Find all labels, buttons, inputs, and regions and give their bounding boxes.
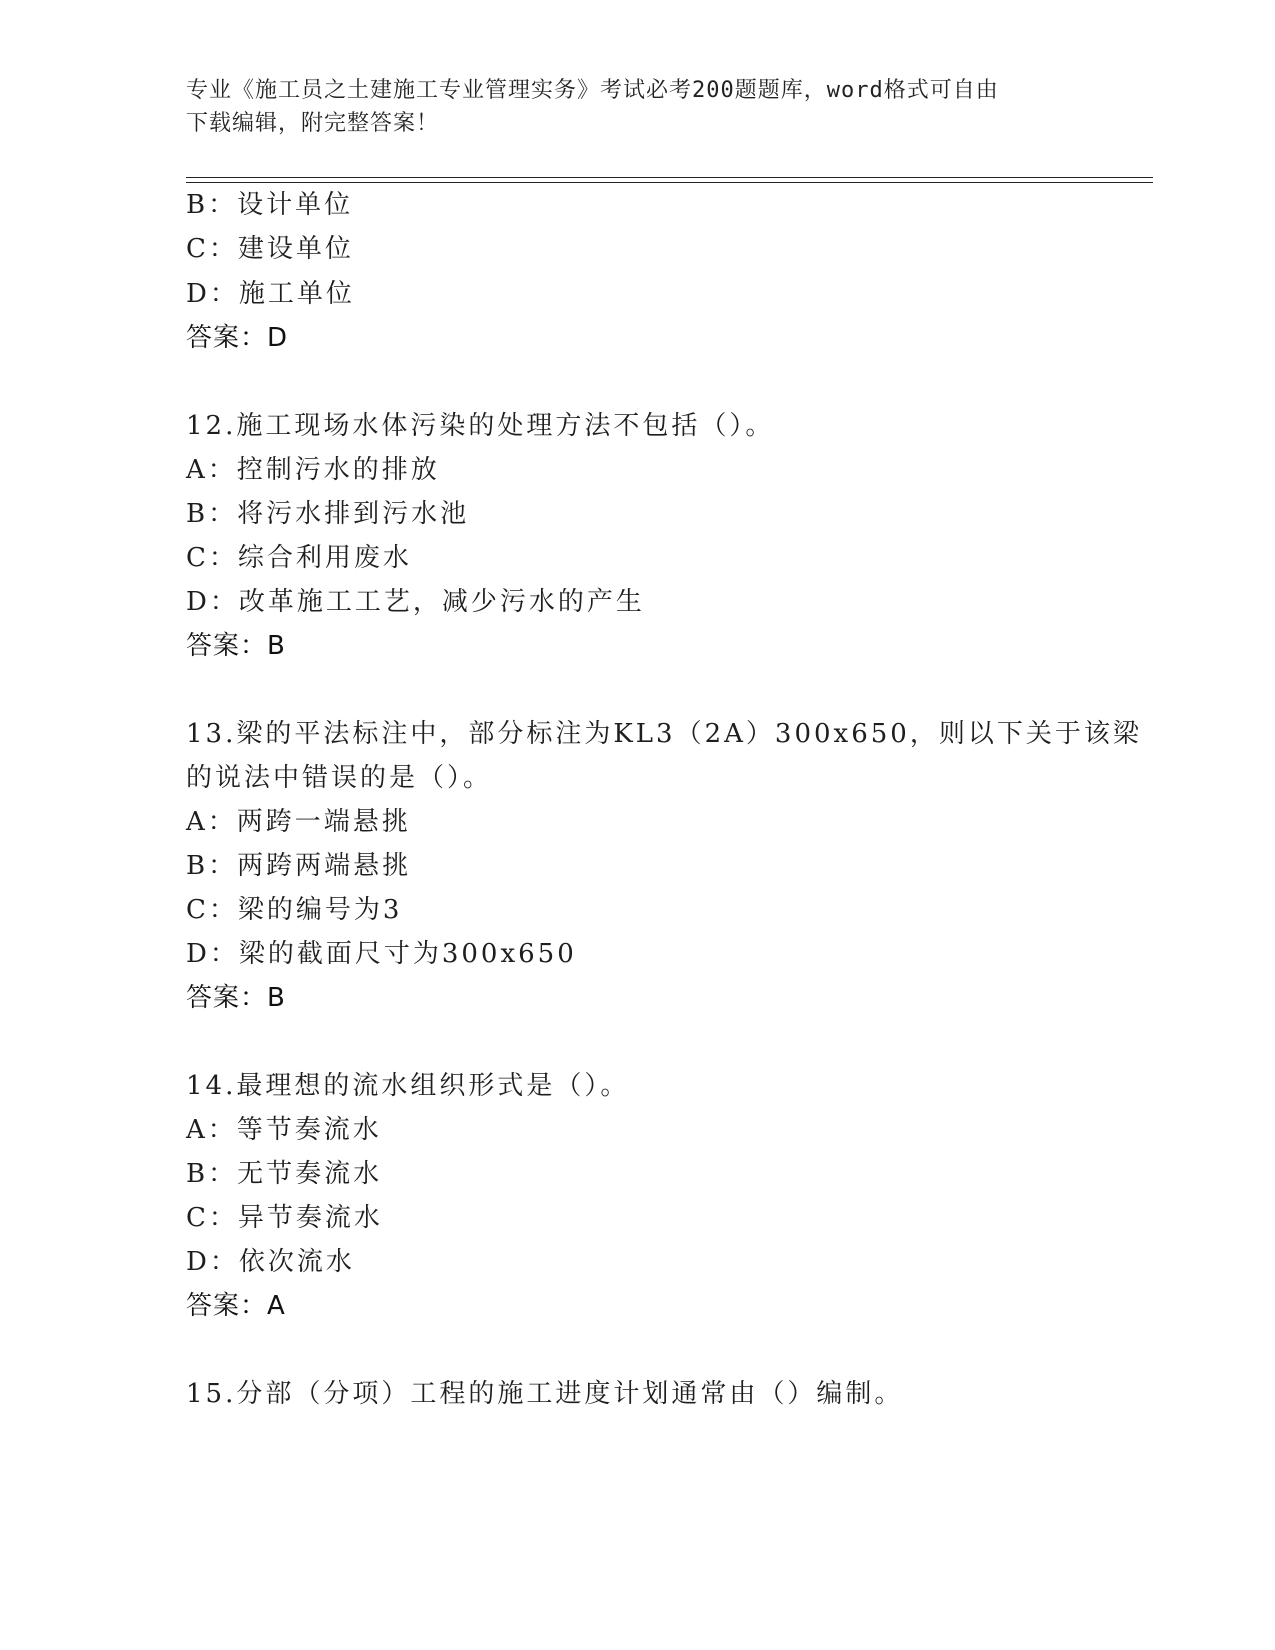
question-12: 12.施工现场水体污染的处理方法不包括（）。: [186, 411, 775, 441]
option-a: A：等节奏流水: [186, 1115, 382, 1145]
header-line-2: 下载编辑，附完整答案！: [186, 111, 440, 136]
option-c: C：异节奏流水: [186, 1203, 383, 1233]
option-a: A：两跨一端悬挑: [186, 807, 411, 837]
header-line-1: 专业《施工员之土建施工专业管理实务》考试必考200题题库，word格式可自由: [186, 78, 999, 103]
option-b: B：两跨两端悬挑: [186, 851, 412, 881]
question-15: 15.分部（分项）工程的施工进度计划通常由（）编制。: [186, 1379, 904, 1409]
option-b: B：将污水排到污水池: [186, 499, 470, 529]
answer: 答案：A: [186, 1291, 286, 1321]
option-c: C：梁的编号为3: [186, 895, 403, 925]
option-d: D：梁的截面尺寸为300x650: [186, 939, 577, 969]
question-13-continued: 的说法中错误的是（）。: [186, 763, 493, 793]
question-14: 14.最理想的流水组织形式是（）。: [186, 1071, 630, 1101]
option-c: C：综合利用废水: [186, 543, 412, 573]
option-a: A：控制污水的排放: [186, 455, 440, 485]
option-b: B：无节奏流水: [186, 1159, 383, 1189]
document-header: [186, 74, 1086, 140]
header-divider-top: [186, 177, 1153, 178]
option-d: D：改革施工工艺，减少污水的产生: [186, 587, 645, 617]
answer: 答案：D: [186, 323, 289, 353]
option-c: C：建设单位: [186, 234, 354, 264]
question-13: 13.梁的平法标注中，部分标注为KL3（2A）300x650，则以下关于该梁: [186, 719, 1142, 749]
header-divider-bottom: [186, 182, 1153, 183]
answer: 答案：B: [186, 983, 286, 1013]
option-d: D：施工单位: [186, 279, 355, 309]
answer: 答案：B: [186, 631, 286, 661]
option-d: D：依次流水: [186, 1247, 355, 1277]
option-b: B：设计单位: [186, 190, 354, 220]
